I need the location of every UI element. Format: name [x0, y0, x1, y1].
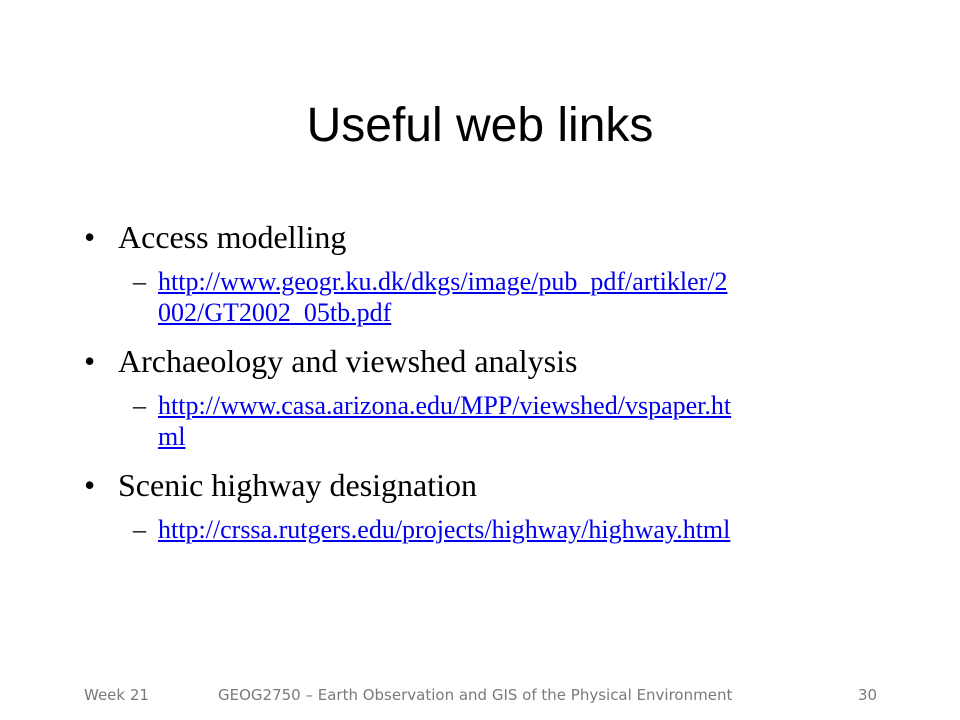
- footer-week: Week 21: [84, 686, 149, 704]
- slide-content: [84, 214, 884, 555]
- bullet-icon: •: [84, 343, 96, 379]
- scenic-highway-link[interactable]: [158, 515, 730, 544]
- archaeology-viewshed-link[interactable]: [158, 391, 731, 451]
- slide-footer: [0, 686, 960, 710]
- footer-course-title: GEOG2750 – Earth Observation and GIS of the Physical Environment: [218, 686, 733, 704]
- dash-icon: –: [133, 391, 146, 420]
- sub-item-scenic-highway-link: [84, 514, 884, 545]
- bullet-item-access-modelling: [84, 214, 884, 260]
- bullet-item-scenic-highway: [84, 462, 884, 508]
- bullet-item-archaeology: [84, 338, 884, 384]
- bullet-label: Access modelling: [118, 219, 347, 255]
- dash-icon: –: [133, 267, 146, 296]
- sub-item-access-modelling-link: [84, 266, 884, 328]
- link-text-line2: ml: [158, 422, 186, 451]
- bullet-label: Scenic highway designation: [118, 467, 478, 503]
- slide-title: Useful web links: [306, 99, 654, 152]
- bullet-label: Archaeology and viewshed analysis: [118, 343, 578, 379]
- link-text-line2: 002/GT2002_05tb.pdf: [158, 298, 392, 327]
- bullet-icon: •: [84, 467, 96, 503]
- footer-page-number: 30: [858, 686, 878, 704]
- access-modelling-link[interactable]: [158, 267, 728, 327]
- bullet-icon: •: [84, 219, 96, 255]
- link-text-line1: http://www.geogr.ku.dk/dkgs/image/pub_pdf/artikler/2: [158, 267, 728, 296]
- sub-item-archaeology-link: [84, 390, 884, 452]
- link-text-line1: http://www.casa.arizona.edu/MPP/viewshed/vspaper.ht: [158, 391, 732, 420]
- dash-icon: –: [133, 515, 146, 544]
- link-text-line1: http://crssa.rutgers.edu/projects/highway/highway.html: [158, 515, 731, 544]
